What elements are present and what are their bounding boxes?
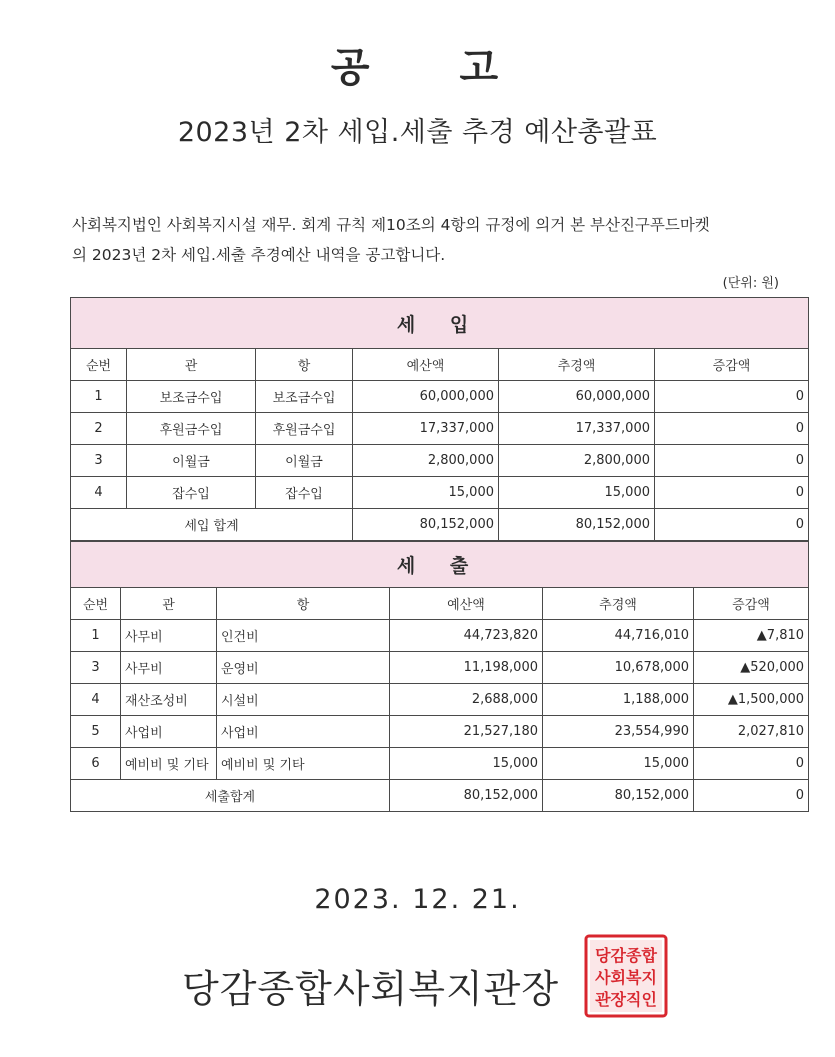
expenditure-table [70, 541, 809, 812]
row-budget: 2,800,000 [353, 445, 499, 477]
row-no: 2 [71, 413, 127, 445]
official-seal-icon [584, 934, 668, 1018]
row-revised: 23,554,990 [543, 716, 694, 748]
row-revised: 2,800,000 [499, 445, 655, 477]
expenditure-total-row [71, 780, 809, 812]
row-no: 4 [71, 684, 121, 716]
col-header-revised: 추경액 [499, 349, 655, 381]
row-revised: 10,678,000 [543, 652, 694, 684]
row-change: ▲7,810 [694, 620, 809, 652]
row-hang: 잡수입 [256, 477, 353, 509]
row-change: 0 [694, 748, 809, 780]
notice-body [72, 210, 792, 270]
col-header-budget: 예산액 [390, 588, 543, 620]
row-change: 0 [655, 477, 809, 509]
row-budget: 2,688,000 [390, 684, 543, 716]
row-no: 3 [71, 445, 127, 477]
col-header-change: 증감액 [655, 349, 809, 381]
row-revised: 17,337,000 [499, 413, 655, 445]
col-header-no: 순번 [71, 588, 121, 620]
row-no: 1 [71, 381, 127, 413]
col-header-hang: 항 [256, 349, 353, 381]
issuer-name: 당감종합사회복지관장 [182, 967, 560, 1011]
row-budget: 15,000 [390, 748, 543, 780]
expenditure-section-header [71, 542, 809, 588]
row-hang: 시설비 [217, 684, 390, 716]
row-change: 2,027,810 [694, 716, 809, 748]
col-header-budget: 예산액 [353, 349, 499, 381]
seal-line-3: 관장직인 [595, 990, 657, 1009]
row-gwan: 사무비 [121, 620, 217, 652]
row-gwan: 이월금 [127, 445, 256, 477]
row-gwan: 잡수입 [127, 477, 256, 509]
row-budget: 15,000 [353, 477, 499, 509]
seal-line-2: 사회복지 [595, 968, 657, 987]
table-row [71, 716, 809, 748]
row-gwan: 재산조성비 [121, 684, 217, 716]
col-header-change: 증감액 [694, 588, 809, 620]
revenue-total-row [71, 509, 809, 541]
row-gwan: 사무비 [121, 652, 217, 684]
row-gwan: 예비비 및 기타 [121, 748, 217, 780]
table-row [71, 413, 809, 445]
total-budget: 80,152,000 [353, 509, 499, 541]
row-budget: 17,337,000 [353, 413, 499, 445]
unit-label: (단위: 원) [722, 276, 779, 291]
table-row [71, 684, 809, 716]
row-gwan: 보조금수입 [127, 381, 256, 413]
row-hang: 운영비 [217, 652, 390, 684]
row-revised: 1,188,000 [543, 684, 694, 716]
row-budget: 44,723,820 [390, 620, 543, 652]
total-revised: 80,152,000 [543, 780, 694, 812]
total-label: 세출합계 [71, 780, 390, 812]
revenue-table [70, 297, 809, 541]
row-revised: 60,000,000 [499, 381, 655, 413]
col-header-no: 순번 [71, 349, 127, 381]
expenditure-section-title: 세 출 [71, 542, 809, 588]
notice-subtitle: 2023년 2차 세입.세출 추경 예산총괄표 [177, 117, 658, 148]
table-row [71, 652, 809, 684]
row-revised: 15,000 [543, 748, 694, 780]
row-no: 4 [71, 477, 127, 509]
notice-body-line-2: 의 2023년 2차 세입.세출 추경예산 내역을 공고합니다. [72, 246, 446, 264]
notice-date: 2023. 12. 21. [314, 884, 521, 915]
row-budget: 21,527,180 [390, 716, 543, 748]
row-budget: 60,000,000 [353, 381, 499, 413]
table-row [71, 748, 809, 780]
row-hang: 이월금 [256, 445, 353, 477]
total-label: 세입 합계 [71, 509, 353, 541]
notice-title-char-2: 고 [459, 45, 505, 91]
row-no: 1 [71, 620, 121, 652]
seal-line-1: 당감종합 [595, 946, 657, 965]
col-header-revised: 추경액 [543, 588, 694, 620]
revenue-section-header [71, 298, 809, 349]
row-hang: 예비비 및 기타 [217, 748, 390, 780]
revenue-column-headers [71, 349, 809, 381]
row-hang: 보조금수입 [256, 381, 353, 413]
col-header-gwan: 관 [127, 349, 256, 381]
row-hang: 후원금수입 [256, 413, 353, 445]
total-revised: 80,152,000 [499, 509, 655, 541]
notice-body-line-1: 사회복지법인 사회복지시설 재무. 회계 규칙 제10조의 4항의 규정에 의거 본 부산진구푸드마켓 [72, 216, 710, 234]
row-change: 0 [655, 445, 809, 477]
total-change: 0 [694, 780, 809, 812]
row-gwan: 사업비 [121, 716, 217, 748]
row-no: 5 [71, 716, 121, 748]
row-revised: 15,000 [499, 477, 655, 509]
row-revised: 44,716,010 [543, 620, 694, 652]
row-change: ▲520,000 [694, 652, 809, 684]
row-gwan: 후원금수입 [127, 413, 256, 445]
revenue-section-title: 세 입 [71, 298, 809, 349]
total-change: 0 [655, 509, 809, 541]
row-budget: 11,198,000 [390, 652, 543, 684]
row-change: 0 [655, 413, 809, 445]
table-row [71, 445, 809, 477]
expenditure-column-headers [71, 588, 809, 620]
row-hang: 인건비 [217, 620, 390, 652]
table-row [71, 620, 809, 652]
table-row [71, 477, 809, 509]
row-no: 3 [71, 652, 121, 684]
col-header-gwan: 관 [121, 588, 217, 620]
row-no: 6 [71, 748, 121, 780]
table-row [71, 381, 809, 413]
row-change: 0 [655, 381, 809, 413]
row-change: ▲1,500,000 [694, 684, 809, 716]
notice-title-char-1: 공 [330, 45, 376, 91]
notice-title [0, 36, 835, 93]
total-budget: 80,152,000 [390, 780, 543, 812]
row-hang: 사업비 [217, 716, 390, 748]
col-header-hang: 항 [217, 588, 390, 620]
